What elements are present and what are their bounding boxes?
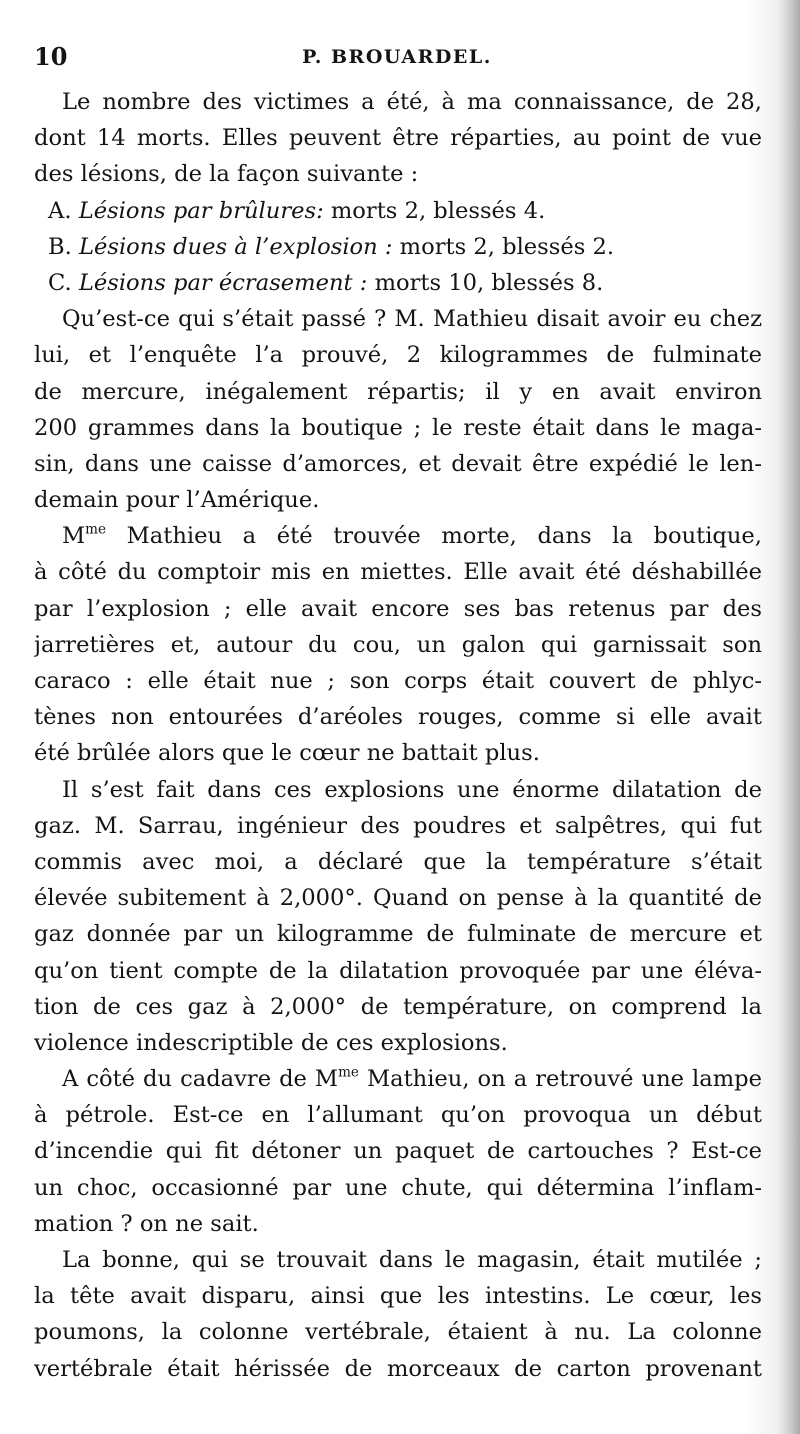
text-span: B. — [48, 233, 79, 260]
text-line: La bonne, qui se trouvait dans le magasin, était mutilée ; — [62, 1247, 762, 1273]
text-line — [34, 265, 762, 301]
page-edge-shadow — [778, 0, 800, 1434]
text-span: A. — [48, 197, 79, 224]
text-line: été brûlée alors que le cœur ne battait plus. — [34, 740, 540, 767]
text-line — [34, 1061, 762, 1097]
text-line: des lésions, de la façon suivante : — [34, 161, 419, 188]
text-line: Le nombre des victimes a été, à ma connaissance, de 28, — [62, 89, 762, 115]
text-line: à côté du comptoir mis en miettes. Elle avait été déshabillée — [34, 559, 762, 586]
text-line: caraco : elle était nue ; son corps était couvert de phlyc- — [34, 668, 762, 694]
page-number: 10 — [34, 42, 68, 71]
text-line: tion de ces gaz à 2,000° de température, on comprend la — [34, 993, 762, 1020]
page-header — [34, 40, 760, 74]
superscript-text: me — [338, 1064, 359, 1081]
italic-text: Lésions par écrasement : — [78, 269, 368, 296]
text-span: Mathieu, on a retrouvé une lampe — [358, 1066, 762, 1093]
text-line: sin, dans une caisse d’amorces, et devait être expédié le len- — [34, 450, 762, 477]
text-line: jarretières et, autour du cou, un galon qui garnissait son — [34, 631, 762, 658]
text-line: à pétrole. Est-ce en l’allumant qu’on provoqua un début — [34, 1102, 762, 1129]
italic-text: Lésions dues à l’explosion : — [78, 233, 393, 260]
superscript-text: me — [85, 521, 107, 538]
text-line: mation ? on ne sait. — [34, 1210, 259, 1237]
text-span: morts 10, blessés 8. — [367, 269, 604, 296]
text-line: poumons, la colonne vertébrale, étaient à nu. La colonne — [34, 1319, 762, 1346]
text-line: Qu’est-ce qui s’était passé ? M. Mathieu disait avoir eu chez — [62, 306, 762, 333]
text-span: A côté du cadavre de M — [62, 1066, 339, 1093]
text-span: M — [62, 523, 86, 550]
body-text — [34, 84, 762, 1387]
text-line: violence indescriptible de ces explosions. — [34, 1029, 508, 1056]
text-line: lui, et l’enquête l’a prouvé, 2 kilogrammes de fulminate — [34, 342, 762, 369]
text-span: morts 2, blessés 2. — [392, 233, 615, 260]
text-line — [34, 518, 762, 554]
text-line: la tête avait disparu, ainsi que les intestins. Le cœur, les — [34, 1283, 762, 1310]
text-span: C. — [48, 269, 79, 296]
text-line: un choc, occasionné par une chute, qui détermina l’inflam- — [34, 1174, 762, 1201]
text-line: dont 14 morts. Elles peuvent être réparties, au point de vue — [34, 125, 762, 152]
text-line: commis avec moi, a déclaré que la température s’était — [34, 848, 762, 875]
running-head: P. BROUARDEL. — [302, 46, 492, 68]
text-line: d’incendie qui fit détoner un paquet de cartouches ? Est-ce — [34, 1138, 762, 1165]
text-line: vertébrale était hérissée de morceaux de carton provenant — [34, 1355, 762, 1382]
text-line: gaz. M. Sarrau, ingénieur des poudres et salpêtres, qui fut — [34, 812, 762, 839]
text-line — [34, 193, 762, 229]
text-line: 200 grammes dans la boutique ; le reste était dans le maga- — [34, 414, 762, 441]
italic-text: Lésions par brûlures: — [78, 197, 324, 224]
text-line: par l’explosion ; elle avait encore ses bas retenus par des — [34, 595, 762, 622]
text-line: demain pour l’Amérique. — [34, 487, 320, 514]
text-line: tènes non entourées d’aréoles rouges, comme si elle avait — [34, 704, 762, 731]
text-line: de mercure, inégalement répartis; il y en avait environ — [34, 378, 762, 405]
text-span: Mathieu a été trouvée morte, dans la boutique, — [106, 523, 762, 550]
text-line: Il s’est fait dans ces explosions une énorme dilatation de — [62, 776, 762, 803]
text-span: morts 2, blessés 4. — [323, 197, 546, 224]
text-line: élevée subitement à 2,000°. Quand on pense à la quantité de — [34, 885, 762, 912]
text-line: gaz donnée par un kilogramme de fulminate de mercure et — [34, 921, 762, 948]
text-line: qu’on tient compte de la dilatation provoquée par une éléva- — [34, 957, 762, 984]
text-line — [34, 229, 762, 265]
